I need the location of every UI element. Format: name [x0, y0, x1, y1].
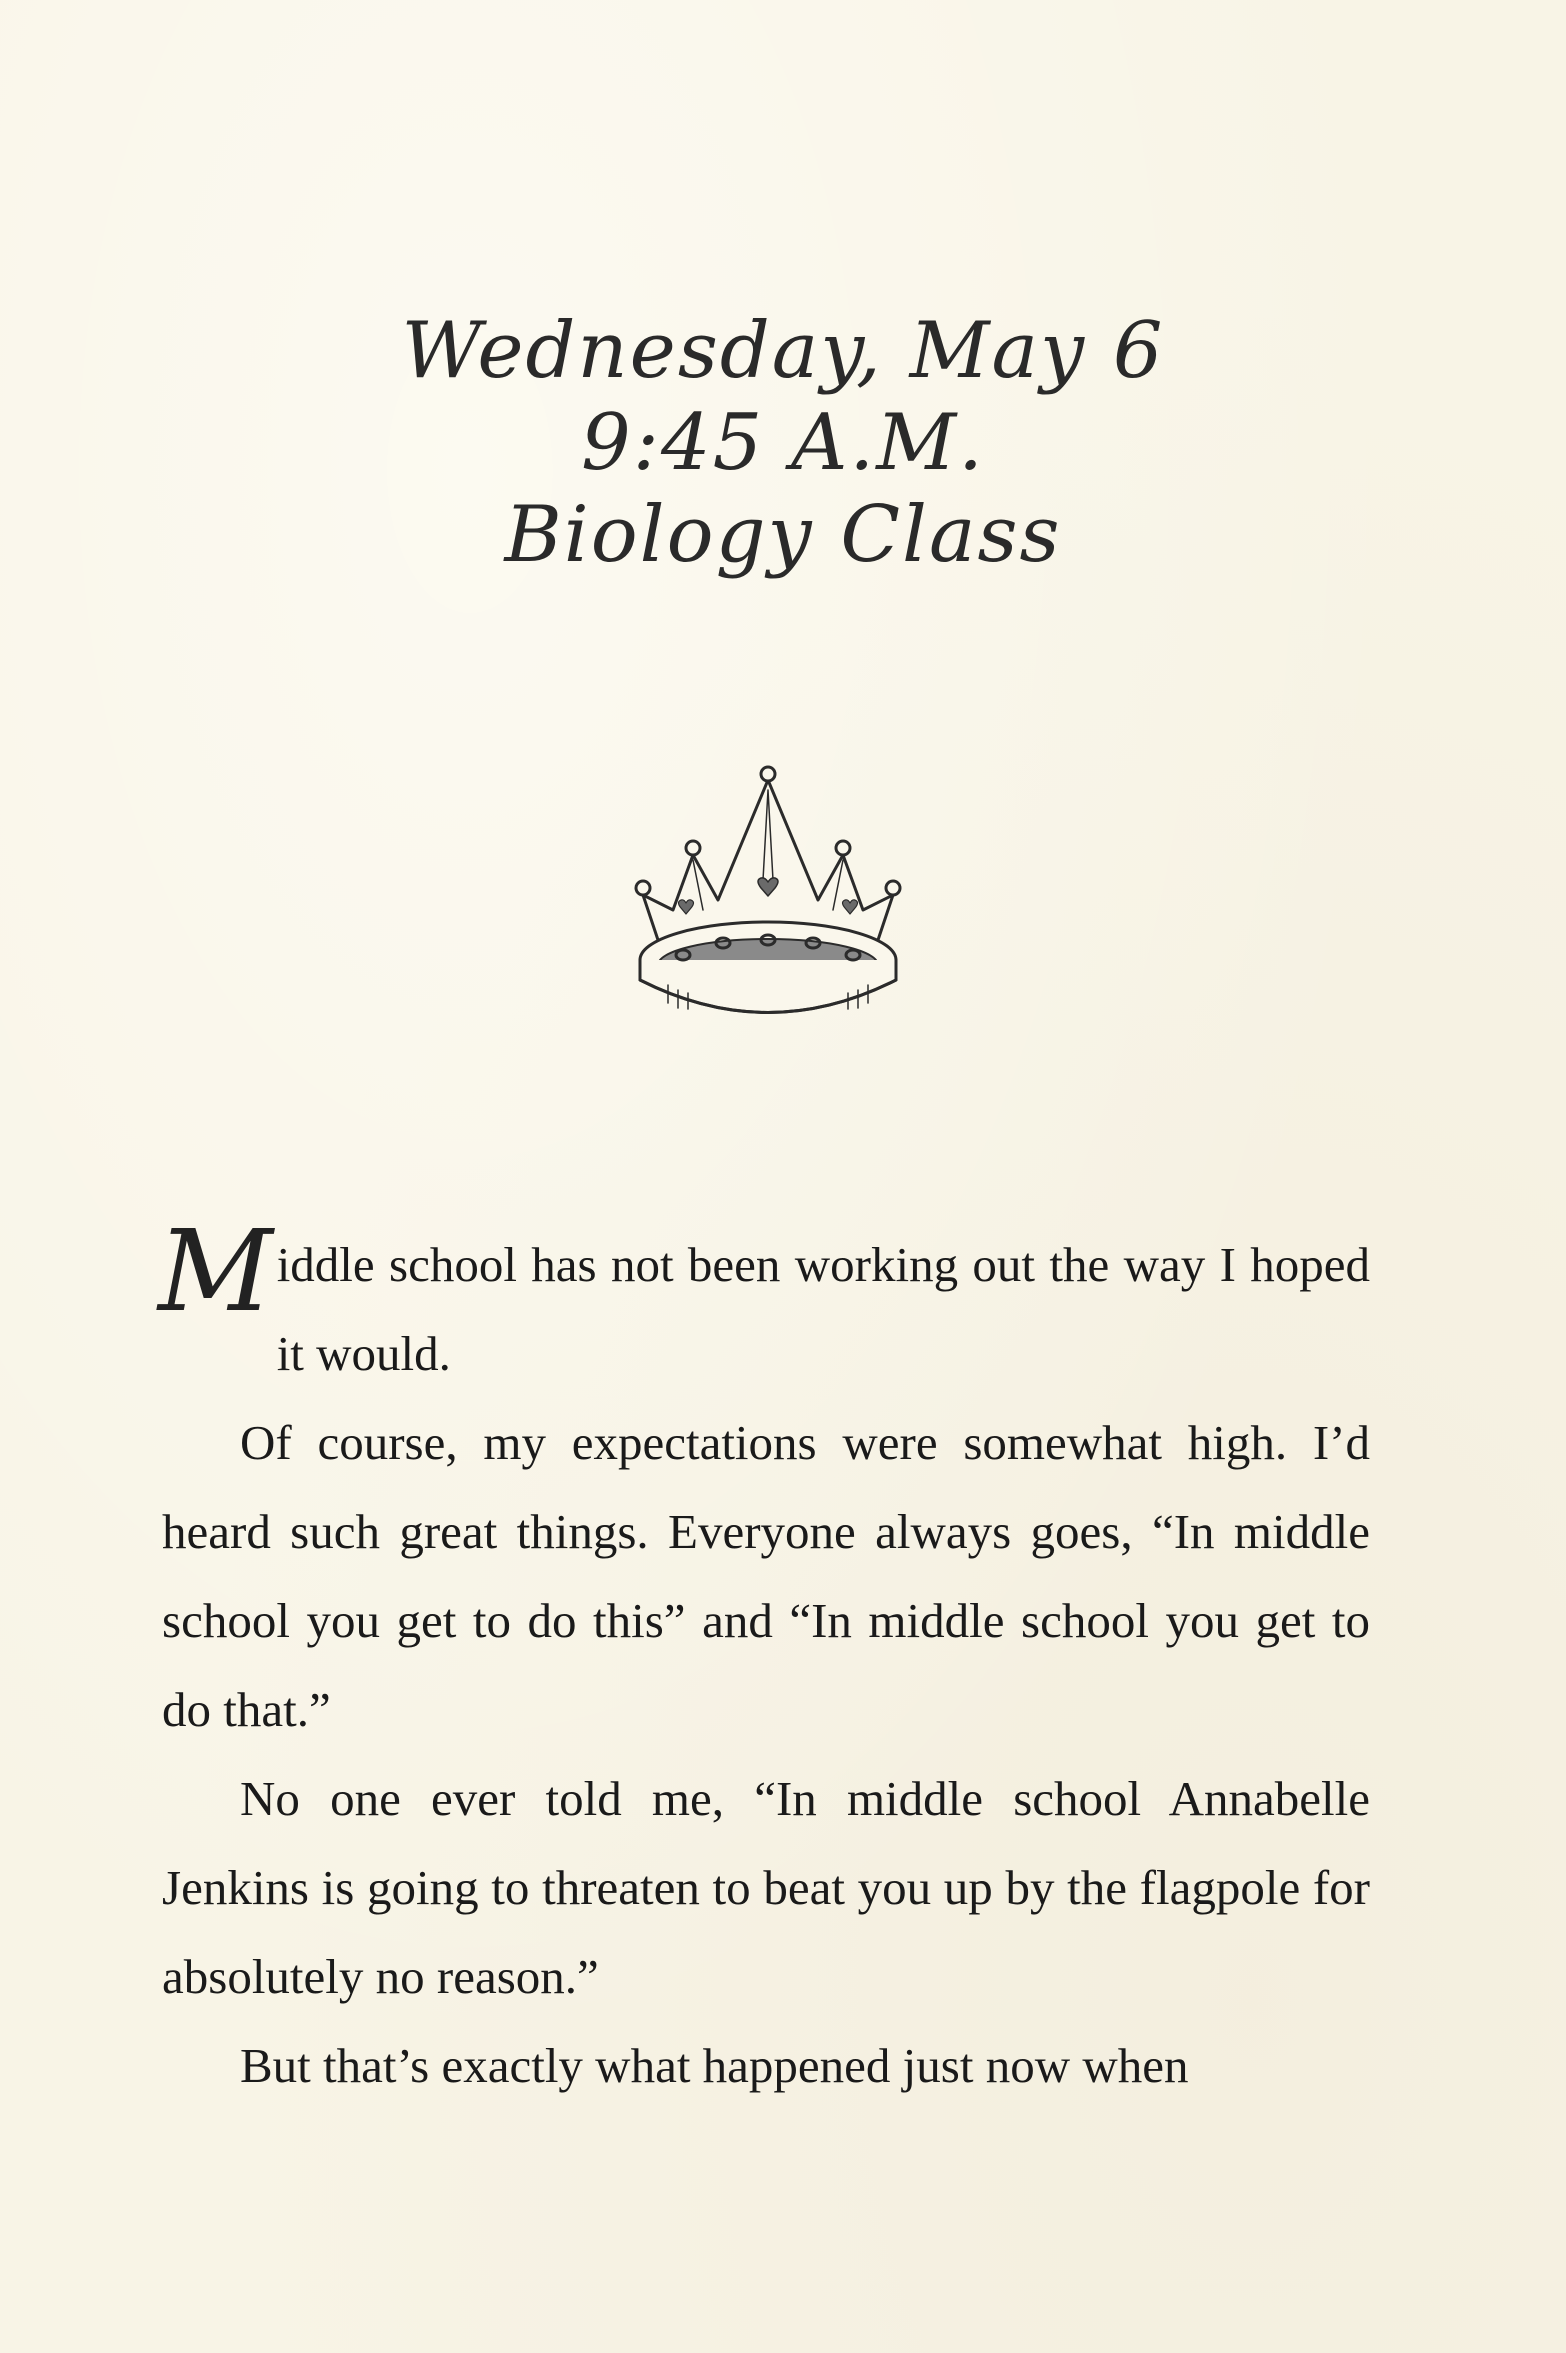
- drop-cap: M: [158, 1207, 273, 1337]
- heading-time: 9:45 A.M.: [581, 398, 985, 488]
- paragraph-1-text: iddle school has not been working out the way I hoped it would.: [276, 1237, 1370, 1381]
- paragraph-2: Of course, my expectations were somewhat high. I’d heard such great things. Everyone always goes, “In middle school you get to do this” and “In middle school you get to do that.”: [162, 1415, 1370, 1737]
- crown-icon: [623, 760, 913, 1020]
- chapter-heading: [0, 305, 1566, 581]
- heading-location: Biology Class: [504, 490, 1062, 580]
- paragraph-3: No one ever told me, “In middle school Annabelle Jenkins is going to threaten to beat you up by the flagpole for absolutely no reason.”: [162, 1771, 1370, 2004]
- paragraph-4: But that’s exactly what happened just now when: [240, 2038, 1189, 2093]
- paragraph-1: [158, 1207, 1370, 1398]
- body-text: [158, 1207, 1370, 2110]
- heading-date: Wednesday, May 6: [401, 306, 1165, 396]
